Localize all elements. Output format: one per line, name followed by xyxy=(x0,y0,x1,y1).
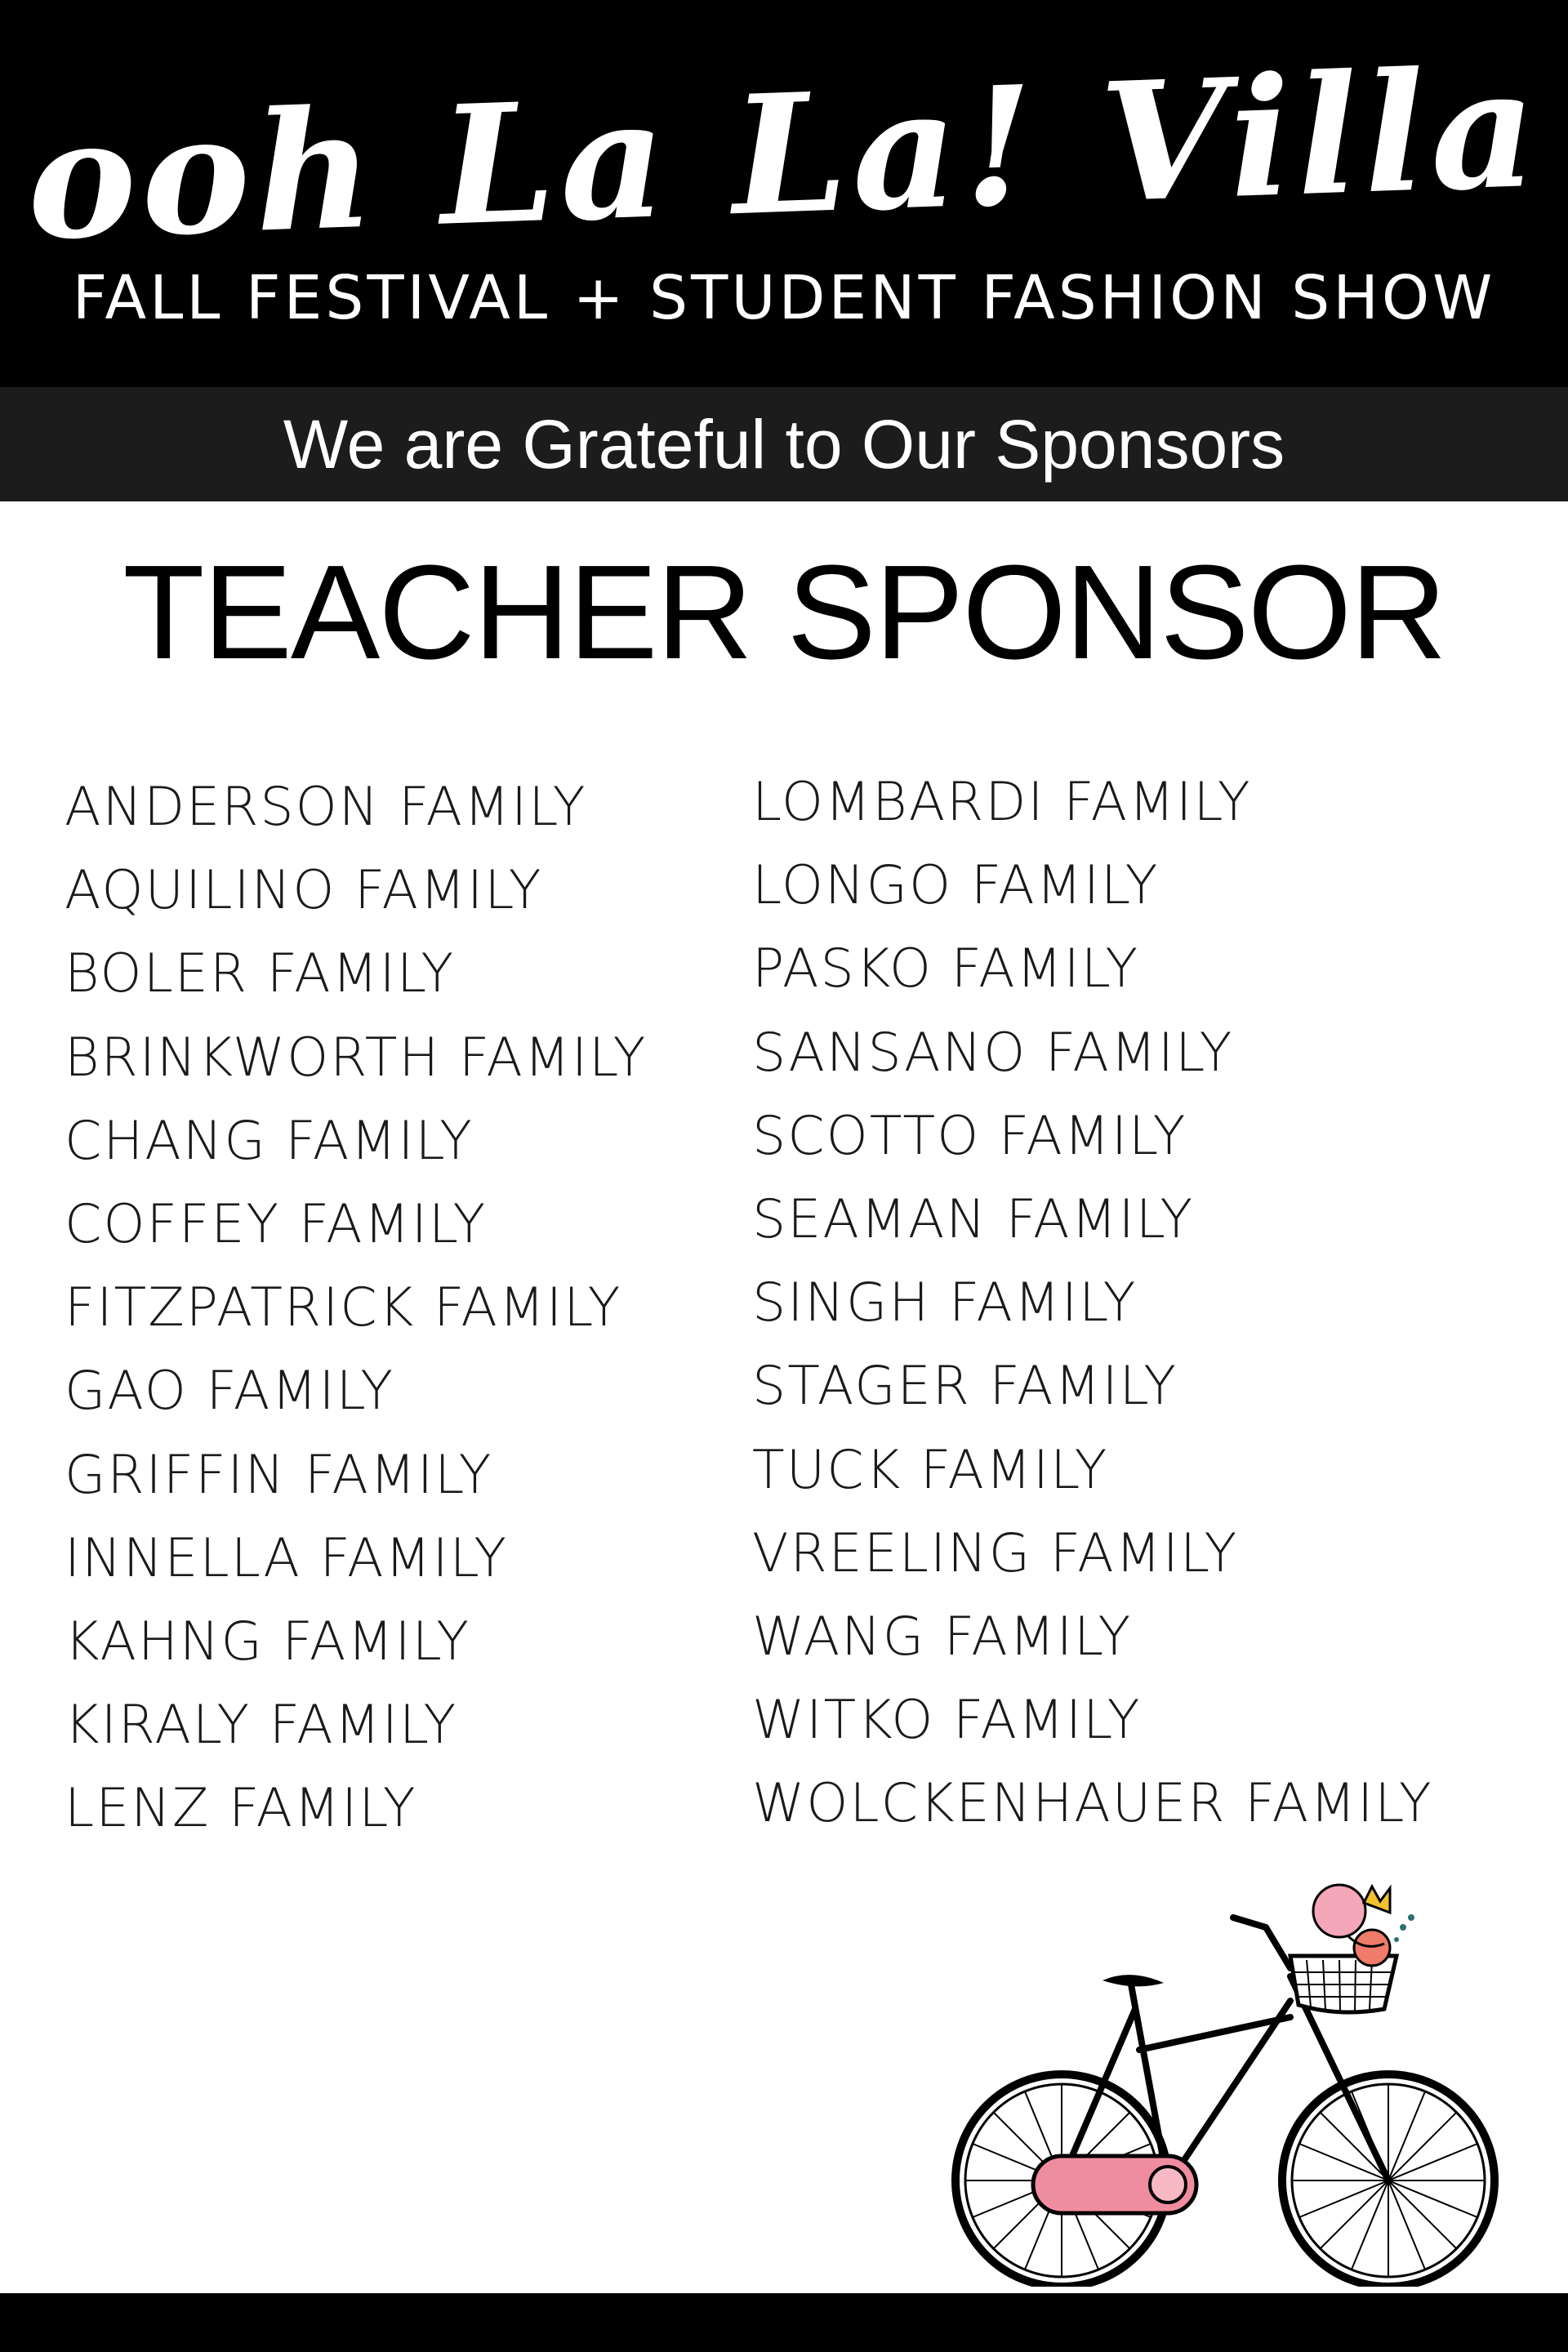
sponsor-item: SINGH FAMILY xyxy=(752,1272,1138,1334)
sponsor-list-left xyxy=(65,766,647,1851)
sponsor-item: WANG FAMILY xyxy=(752,1606,1133,1668)
sponsor-item: VREELING FAMILY xyxy=(752,1522,1239,1584)
sponsor-item: INNELLA FAMILY xyxy=(65,1527,508,1589)
sponsor-item: STAGER FAMILY xyxy=(752,1356,1178,1418)
sponsor-item: COFFEY FAMILY xyxy=(65,1193,488,1255)
sponsor-item: PASKO FAMILY xyxy=(752,938,1140,1000)
sponsor-item: WITKO FAMILY xyxy=(752,1690,1142,1752)
footer-bar xyxy=(0,2293,1568,2352)
sponsor-item: LOMBARDI FAMILY xyxy=(752,772,1252,833)
header xyxy=(0,0,1568,387)
event-logo: ooh La La! Villa xyxy=(24,32,1544,278)
sponsor-item: WOLCKENHAUER FAMILY xyxy=(752,1773,1433,1835)
sponsor-item: SEAMAN FAMILY xyxy=(752,1188,1195,1250)
sponsor-item: TUCK FAMILY xyxy=(752,1439,1109,1501)
sponsor-item: BRINKWORTH FAMILY xyxy=(65,1027,648,1089)
banner-text: We are Grateful to Our Sponsors xyxy=(283,406,1285,483)
sponsor-item: SANSANO FAMILY xyxy=(752,1022,1234,1084)
sponsor-item: KIRALY FAMILY xyxy=(65,1695,458,1757)
sponsor-item: ANDERSON FAMILY xyxy=(65,777,587,838)
bicycle-illustration xyxy=(939,1878,1511,2287)
flowers xyxy=(1313,1885,1414,1966)
pedal-crank xyxy=(1150,2167,1186,2203)
sponsor-item: GRIFFIN FAMILY xyxy=(65,1444,493,1506)
section-title: TEACHER SPONSOR xyxy=(122,537,1446,687)
sponsor-item: LONGO FAMILY xyxy=(752,855,1160,917)
sponsor-item: GAO FAMILY xyxy=(65,1361,394,1423)
sponsor-list-right xyxy=(752,761,1433,1846)
seat xyxy=(1102,1975,1164,1986)
sponsor-item: FITZPATRICK FAMILY xyxy=(65,1277,622,1339)
sponsor-item: SCOTTO FAMILY xyxy=(752,1105,1187,1167)
sponsor-item: KAHNG FAMILY xyxy=(65,1610,470,1673)
sponsor-item: BOLER FAMILY xyxy=(65,943,456,1005)
sponsor-item: CHANG FAMILY xyxy=(65,1110,474,1172)
event-subtitle: FALL FESTIVAL + STUDENT FASHION SHOW xyxy=(72,263,1496,333)
sponsor-item: LENZ FAMILY xyxy=(65,1778,417,1840)
sponsor-item: AQUILINO FAMILY xyxy=(65,860,543,922)
sponsor-banner xyxy=(0,387,1568,501)
